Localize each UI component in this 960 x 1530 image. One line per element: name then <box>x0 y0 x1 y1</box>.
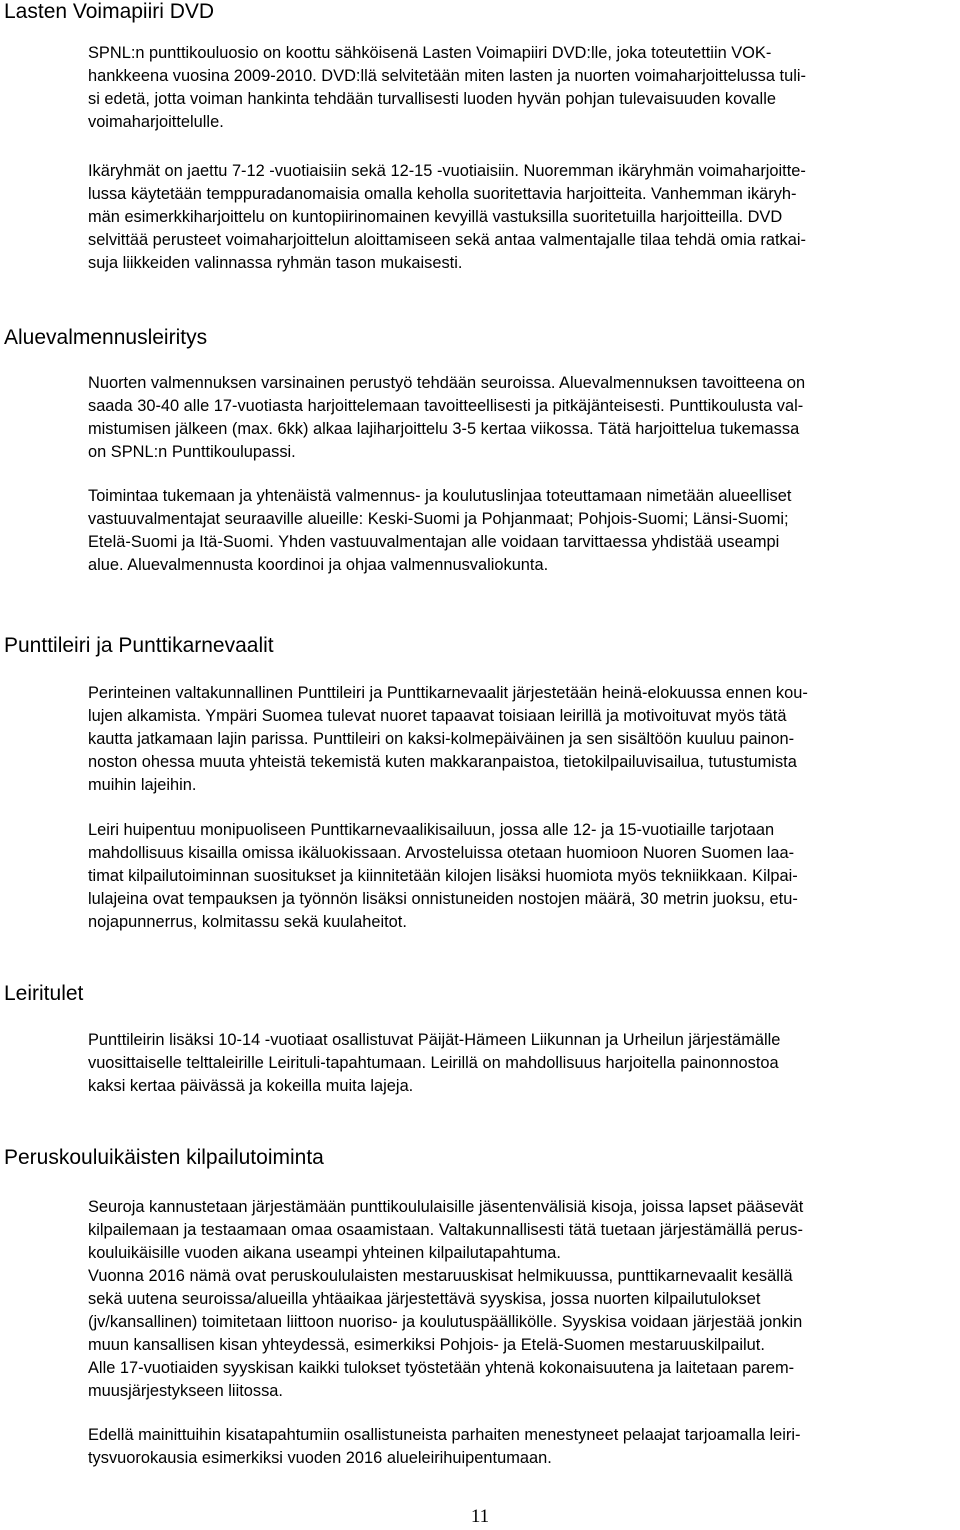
text-line: mistumisen jälkeen (max. 6kk) alkaa lajiharjoittelu 3-5 kertaa viikossa. Tätä harjoittelua tukemassa <box>88 420 800 438</box>
text-line: noston ohessa muuta yhteistä tekemistä kuten makkaranpaistoa, tietokilpailuvisailua, tutustumista <box>88 753 797 771</box>
text-line: lujen alkamista. Ympäri Suomea tulevat nuoret tapaavat toisiaan leirillä ja motivoituvat myös tätä <box>88 707 787 725</box>
text-line: kautta jatkamaan lajin parissa. Punttileiri on kaksi-kolmepäiväinen ja sen sisältöön kuuluu painon- <box>88 730 795 748</box>
text-line: Seuroja kannustetaan järjestämään punttikoululaisille jäsentenvälisiä kisoja, joissa lapset pääsevät <box>88 1198 804 1216</box>
text-line: sekä uutena seuroissa/alueilla yhtäaikaa järjestettävä syyskisa, jossa nuorten kilpailutulokset <box>88 1290 761 1308</box>
text-line: mahdollisuus kisailla omissa ikäluokissaan. Arvosteluissa otetaan huomioon Nuoren Suomen laa- <box>88 844 795 862</box>
section-heading: Punttileiri ja Punttikarnevaalit <box>4 634 274 657</box>
text-line: Leiri huipentuu monipuoliseen Punttikarnevaalikisailuun, jossa alle 12- ja 15-vuotiaille tarjotaan <box>88 821 775 839</box>
text-line: Alle 17-vuotiaiden syyskisan kaikki tulokset työstetään yhtenä kokonaisuutena ja laitetaan parem- <box>88 1359 795 1377</box>
body-paragraph <box>88 160 958 275</box>
text-line: lulajeina ovat tempauksen ja työnnön lisäksi onnistuneiden nostojen määrä, 30 metrin juoksu, etu- <box>88 890 798 908</box>
text-line: lussa käytetään temppuradanomaisia omalla keholla suoritettavia harjoitteita. Vanhemman ikäryh- <box>88 185 797 203</box>
text-line: Nuorten valmennuksen varsinainen perustyö tehdään seuroissa. Aluevalmennuksen tavoitteena on <box>88 374 806 392</box>
body-paragraph <box>88 1424 958 1470</box>
text-line: män esimerkkiharjoittelu on kuntopiirinomainen kevyillä vastuksilla suoritetuilla harjoitteilla. DVD <box>88 208 783 226</box>
text-line: muusjärjestykseen liitossa. <box>88 1382 283 1400</box>
text-line: on SPNL:n Punttikoulupassi. <box>88 443 296 461</box>
text-line: Etelä-Suomi ja Itä-Suomi. Yhden vastuuvalmentajan alle voidaan tarvittaessa yhdistää useampi <box>88 533 780 551</box>
body-paragraph <box>88 682 958 797</box>
text-line: SPNL:n punttikouluosio on koottu sähköisenä Lasten Voimapiiri DVD:lle, joka toteutettiin VOK- <box>88 44 772 62</box>
text-line: Punttileirin lisäksi 10-14 -vuotiaat osallistuvat Päijät-Hämeen Liikunnan ja Urheilun järjestämälle <box>88 1031 781 1049</box>
text-line: kilpailemaan ja testaamaan omaa osaamistaan. Valtakunnallisesti tätä tuetaan järjestämällä perus- <box>88 1221 803 1239</box>
body-paragraph <box>88 1029 958 1098</box>
section-heading: Peruskouluikäisten kilpailutoiminta <box>4 1146 324 1169</box>
section-heading: Leiritulet <box>4 982 84 1005</box>
text-line: voimaharjoittelulle. <box>88 113 224 131</box>
text-line: saada 30-40 alle 17-vuotiasta harjoittelemaan tavoitteellisesti ja pitkäjänteisesti. Punttikoulusta val- <box>88 397 804 415</box>
text-line: hankkeena vuosina 2009-2010. DVD:llä selvitetään miten lasten ja nuorten voimaharjoittelussa tuli- <box>88 67 806 85</box>
text-line: Perinteinen valtakunnallinen Punttileiri ja Punttikarnevaalit järjestetään heinä-elokuussa ennen kou- <box>88 684 808 702</box>
text-line: muun kansallisen kisan yhteydessä, esimerkiksi Pohjois- ja Etelä-Suomen mestaruuskilpailut. <box>88 1336 765 1354</box>
text-line: selvittää perusteet voimaharjoittelun aloittamiseen sekä antaa valmentajalle tilaa tehdä omia ratkai- <box>88 231 806 249</box>
text-line: Ikäryhmät on jaettu 7-12 -vuotiaisiin sekä 12-15 -vuotiaisiin. Nuoremman ikäryhmän voimaharjoitte- <box>88 162 806 180</box>
section-heading: Lasten Voimapiiri DVD <box>4 0 215 23</box>
text-line: Vuonna 2016 nämä ovat peruskoululaisten mestaruuskisat helmikuussa, punttikarnevaalit kesällä <box>88 1267 793 1285</box>
text-line: alue. Aluevalmennusta koordinoi ja ohjaa valmennusvaliokunta. <box>88 556 549 574</box>
section-heading: Aluevalmennusleiritys <box>4 326 208 349</box>
text-line: Edellä mainittuihin kisatapahtumiin osallistuneista parhaiten menestyneet pelaajat tarjoamalla leiri- <box>88 1426 801 1444</box>
body-paragraph <box>88 42 958 134</box>
text-line: nojapunnerrus, kolmitassu sekä kuulaheitot. <box>88 913 407 931</box>
text-line: tysvuorokausia esimerkiksi vuoden 2016 alueleirihuipentumaan. <box>88 1449 552 1467</box>
text-line: (jv/kansallinen) toimitetaan liittoon nuoriso- ja koulutuspäällikölle. Syyskisa voidaan järjestää jonkin <box>88 1313 803 1331</box>
text-line: vuosittaiselle telttaleirille Leirituli-tapahtumaan. Leirillä on mahdollisuus harjoitella painonnostoa <box>88 1054 779 1072</box>
text-line: Toimintaa tukemaan ja yhtenäistä valmennus- ja koulutuslinjaa toteuttamaan nimetään alueelliset <box>88 487 792 505</box>
text-line: kouluikäisille vuoden aikana useampi yhteinen kilpailutapahtuma. <box>88 1244 561 1262</box>
page-number: 11 <box>470 1506 490 1527</box>
text-line: vastuuvalmentajat seuraaville alueille: Keski-Suomi ja Pohjanmaat; Pohjois-Suomi; Länsi-Suomi; <box>88 510 789 528</box>
text-line: si edetä, jotta voiman hankinta tehdään turvallisesti luoden hyvän pohjan tulevaisuuden kovalle <box>88 90 776 108</box>
text-line: timat kilpailutoiminnan suositukset ja kiinnitetään kilojen lisäksi huomiota myös tekniikkaan. Kilpai- <box>88 867 798 885</box>
text-line: muihin lajeihin. <box>88 776 197 794</box>
body-paragraph <box>88 1196 958 1403</box>
body-paragraph <box>88 485 958 577</box>
text-line: kaksi kertaa päivässä ja kokeilla muita lajeja. <box>88 1077 414 1095</box>
body-paragraph <box>88 372 958 464</box>
body-paragraph <box>88 819 958 934</box>
text-line: suja liikkeiden valinnassa ryhmän tason mukaisesti. <box>88 254 463 272</box>
